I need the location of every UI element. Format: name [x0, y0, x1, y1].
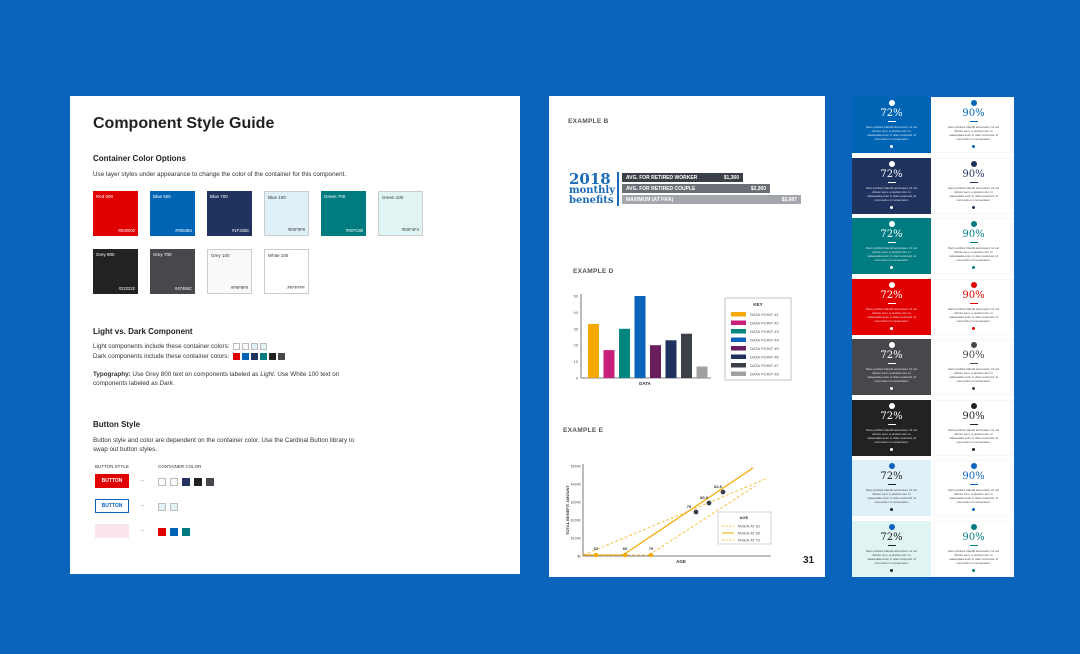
- card-rule: [888, 242, 896, 243]
- card-percentage: 90%: [962, 410, 985, 422]
- card-rule: [888, 545, 896, 546]
- swatch-name: Grey 100: [211, 253, 230, 258]
- card-body-text: Nam porttitor blandit accumsan. Ut vel dictum sem, a pretium dui. In malesuada enim in dolor euismod, id commodo mi consectetur.: [866, 427, 917, 444]
- legend-label: DATA POINT #4: [750, 337, 779, 343]
- bar-chart: [565, 290, 795, 386]
- y-tick-label: $0: [577, 554, 581, 559]
- y-tick-label: $500K: [570, 464, 581, 469]
- legend-label: DATA POINT #7: [750, 363, 779, 368]
- stat-cards-panel: [852, 97, 1014, 577]
- legend-title: KEY: [753, 302, 763, 307]
- stat-card-dark: [852, 339, 931, 395]
- card-link-dot: [972, 448, 975, 451]
- card-body-text: Nam porttitor blandit accumsan. Ut vel dictum sem, a pretium dui. In malesuada enim in dolor euismod, id commodo mi consectetur.: [866, 488, 917, 504]
- swatch: [150, 191, 195, 236]
- dark-color-chip: [269, 353, 276, 360]
- swatch-hex: #E0F4F4: [401, 227, 419, 232]
- container-color-heading: Container Color Options: [93, 154, 186, 163]
- container-color-chip: [194, 478, 202, 486]
- dark-color-chip: [260, 353, 267, 360]
- card-percentage: 90%: [962, 168, 985, 180]
- swatch: [264, 191, 309, 236]
- age-annotation: 80.5: [700, 495, 708, 500]
- legend-label: TAKEN AT 70: [737, 538, 761, 543]
- container-color-chip: [158, 528, 166, 536]
- card-number-badge: [971, 221, 977, 227]
- card-number-badge: [971, 100, 977, 106]
- swatch-hex: #007C80: [346, 228, 363, 233]
- card-number-badge: [889, 463, 895, 469]
- card-percentage: 72%: [880, 108, 903, 119]
- swatch-hex: #0064B4: [175, 228, 192, 233]
- card-body-text: Nam porttitor blandit accumsan. Ut vel dictum sem, a pretium dui. In malesuada enim in dolor euismod, id commodo mi consectetur.: [948, 488, 999, 504]
- legend-swatch: [731, 363, 746, 368]
- benefit-bar-2: [622, 184, 770, 193]
- card-percentage: 72%: [880, 531, 903, 543]
- card-number-badge: [889, 282, 895, 288]
- card-body-text: Nam porttitor blandit accumsan. Ut vel dictum sem, a pretium dui. In malesuada enim in dolor euismod, id commodo mi consectetur.: [948, 185, 999, 202]
- legend-swatch: [731, 355, 746, 360]
- light-color-chip: [251, 343, 258, 350]
- legend-label: DATA POINT #1: [750, 312, 779, 317]
- swatch-hex: #E0F0F8: [287, 227, 305, 232]
- component-style-guide-panel: [70, 96, 520, 574]
- card-percentage: 90%: [962, 531, 985, 543]
- typography-text-b: . Use White 100 text on: [273, 371, 340, 378]
- light-color-chips: [231, 343, 267, 350]
- dark-colors-line: [93, 352, 285, 361]
- legend-swatch: [731, 329, 746, 334]
- dark-color-chips: [231, 353, 285, 360]
- button-style-desc-2: swap out button styles.: [93, 446, 158, 453]
- card-link-dot: [890, 327, 893, 330]
- card-rule: [970, 484, 978, 485]
- card-number-badge: [889, 100, 895, 106]
- card-body-text: Nam porttitor blandit accumsan. Ut vel dictum sem, a pretium dui. In malesuada enim in dolor euismod, id commodo mi consectetur.: [866, 367, 917, 383]
- stat-card-light: [934, 158, 1013, 214]
- light-colors-text: Light components include these container colors:: [93, 343, 230, 350]
- card-number-badge: [971, 161, 977, 167]
- swatch: [93, 249, 138, 294]
- stat-card-dark: [852, 279, 931, 335]
- card-body-text: Nam porttitor blandit accumsan. Ut vel dictum sem, a pretium dui. In malesuada enim in dolor euismod, id commodo mi consectetur.: [948, 367, 999, 383]
- y-tick-label: $300K: [570, 500, 581, 505]
- card-number-badge: [971, 342, 977, 348]
- card-percentage: 72%: [880, 168, 903, 180]
- dark-color-chip: [233, 353, 240, 360]
- typography-light: Light: [260, 371, 274, 378]
- benefits-monthly: monthly: [569, 185, 616, 196]
- typography-dark: Dark: [159, 380, 173, 387]
- card-rule: [888, 424, 896, 425]
- y-tick-label: 10: [573, 359, 578, 365]
- stat-card-light: [934, 521, 1013, 577]
- swatch-hex: #FFFFFF: [287, 285, 305, 290]
- age-annotation: 79: [686, 504, 692, 509]
- container-color-chip: [206, 478, 214, 486]
- benefits-headline: [569, 172, 615, 206]
- card-body-text: Nam porttitor blandit accumsan. Ut vel dictum sem, a pretium dui. In malesuada enim in dolor euismod, id commodo mi consectetur.: [948, 246, 999, 262]
- example-b-label: EXAMPLE B: [568, 118, 609, 125]
- swatch-hex: #222222: [118, 286, 135, 291]
- example-d-label: EXAMPLE D: [573, 268, 614, 275]
- container-color-desc: Use layer styles under appearance to change the color of the container for this component.: [93, 171, 347, 178]
- arrow-icon: →: [138, 525, 146, 534]
- swatch: [150, 249, 195, 294]
- card-body-text: Nam porttitor blandit accumsan. Ut vel dictum sem, a pretium dui. In malesuada enim in dolor euismod, id commodo mi consectetur.: [948, 548, 999, 565]
- y-tick-label: 20: [573, 342, 578, 348]
- legend-label: DATA POINT #6: [750, 354, 779, 360]
- container-color-chip: [170, 478, 178, 486]
- stat-card-dark: [852, 400, 931, 456]
- swatch-name: Grey 800: [96, 252, 115, 257]
- card-link-dot: [890, 508, 893, 511]
- card-body-text: Nam porttitor blandit accumsan. Ut vel dictum sem, a pretium dui. In malesuada enim in dolor euismod, id commodo mi consectetur.: [948, 125, 999, 141]
- legend-swatch: [731, 312, 746, 317]
- button-primary-red[interactable]: BUTTON: [95, 474, 129, 488]
- bar: [619, 329, 630, 378]
- swatch: [93, 191, 138, 236]
- card-body-text: Nam porttitor blandit accumsan. Ut vel dictum sem, a pretium dui. In malesuada enim in dolor euismod, id commodo mi consectetur.: [866, 548, 917, 565]
- line-chart: [563, 460, 781, 564]
- benefit-bar-2-label: AVG. FOR RETIRED COUPLE: [626, 185, 696, 192]
- benefit-bar-1: [622, 173, 743, 182]
- card-percentage: 90%: [962, 289, 985, 301]
- container-color-chip: [170, 503, 178, 511]
- button-light[interactable]: BUTTON: [95, 524, 129, 538]
- card-number-badge: [889, 524, 895, 530]
- x-axis-label: AGE: [676, 559, 686, 564]
- y-tick-label: 30: [573, 326, 578, 332]
- legend-label: DATA POINT #8: [750, 371, 779, 377]
- bar: [635, 296, 646, 378]
- benefit-bar-1-value: $1,360: [723, 174, 739, 181]
- col-container-color: CONTAINER COLOR: [158, 464, 202, 469]
- swatch-name: Green 700: [324, 194, 346, 199]
- card-rule: [888, 484, 896, 485]
- card-number-badge: [971, 282, 977, 288]
- button-style-desc-1: Button style and color are dependent on the container color. Use the Cardinal Button library to: [93, 437, 355, 444]
- container-color-chip: [182, 528, 190, 536]
- benefits-divider: [617, 172, 619, 206]
- card-number-badge: [971, 524, 977, 530]
- swatch: [207, 191, 252, 236]
- card-percentage: 72%: [880, 229, 903, 240]
- swatch-name: Grey 700: [153, 252, 172, 257]
- benefit-bar-2-value: $2,360: [750, 185, 766, 192]
- typography-end: .: [172, 380, 175, 387]
- x-axis-label: DATA: [639, 381, 651, 386]
- guide-title: Component Style Guide: [93, 115, 275, 132]
- y-tick-label: 40: [573, 309, 578, 315]
- stat-card-dark: [852, 158, 931, 214]
- stat-card-light: [934, 218, 1013, 274]
- swatch-name: Green 100: [382, 195, 404, 200]
- legend-label: TAKEN AT 66: [737, 531, 761, 536]
- stat-card-light: [934, 460, 1013, 516]
- benefits-word: benefits: [569, 195, 614, 206]
- card-number-badge: [889, 342, 895, 348]
- stat-card-light: [934, 339, 1013, 395]
- card-body-text: Nam porttitor blandit accumsan. Ut vel dictum sem, a pretium dui. In malesuada enim in dolor euismod, id commodo mi consectetur.: [866, 185, 917, 202]
- legend-label: DATA POINT #2: [750, 320, 779, 326]
- card-link-dot: [890, 569, 893, 572]
- card-link-dot: [972, 508, 975, 511]
- y-tick-label: $200K: [570, 518, 581, 523]
- age-annotation: 66: [622, 546, 628, 551]
- card-rule: [970, 303, 978, 304]
- light-color-chip: [233, 343, 240, 350]
- bar: [604, 350, 615, 378]
- card-percentage: 72%: [880, 350, 903, 361]
- stat-card-light: [934, 400, 1013, 456]
- swatch: [264, 249, 309, 294]
- bar: [588, 324, 599, 378]
- legend-label: DATA POINT #5: [750, 346, 779, 351]
- y-tick-label: $400K: [570, 482, 581, 487]
- card-body-text: Nam porttitor blandit accumsan. Ut vel dictum sem, a pretium dui. In malesuada enim in dolor euismod, id commodo mi consectetur.: [866, 306, 917, 323]
- benefit-bar-3: [622, 195, 801, 204]
- container-color-chip: [158, 503, 166, 511]
- bar: [697, 367, 708, 378]
- dark-colors-text: Dark components include these container colors:: [93, 353, 230, 360]
- stat-card-dark: [852, 521, 931, 577]
- card-body-text: Nam porttitor blandit accumsan. Ut vel dictum sem, a pretium dui. In malesuada enim in dolor euismod, id commodo mi consectetur.: [948, 306, 999, 323]
- typography-text-a: Use Grey 800 text on components labeled as: [132, 371, 259, 378]
- swatch-hex: #1F335E: [232, 228, 249, 233]
- card-link-dot: [890, 387, 893, 390]
- swatch-name: Blue 100: [268, 195, 286, 200]
- swatch-name: Blue 700: [210, 194, 228, 199]
- card-rule: [970, 121, 978, 122]
- swatch-name: White 100: [268, 253, 289, 258]
- legend-swatch: [731, 321, 746, 326]
- light-colors-line: [93, 342, 267, 351]
- card-link-dot: [890, 206, 893, 209]
- dark-color-chip: [251, 353, 258, 360]
- typography-note: [93, 370, 393, 388]
- arrow-icon: →: [138, 475, 146, 484]
- benefit-bar-1-label: AVG. FOR RETIRED WORKER: [626, 174, 698, 181]
- dark-color-chip: [278, 353, 285, 360]
- swatch-hex: #E00000: [118, 228, 135, 233]
- y-axis-label: TOTAL BENEFIT AMOUNT: [565, 485, 570, 535]
- card-link-dot: [972, 327, 975, 330]
- light-dark-heading: Light vs. Dark Component: [93, 327, 193, 336]
- button-style-heading: Button Style: [93, 420, 141, 429]
- card-rule: [970, 545, 978, 546]
- bar: [666, 340, 677, 378]
- examples-panel: [549, 96, 825, 577]
- col-button-style: BUTTON STYLE: [95, 464, 129, 469]
- dark-color-chip: [242, 353, 249, 360]
- card-rule: [970, 182, 978, 183]
- swatch: [321, 191, 366, 236]
- swatch-name: Blue 500: [153, 194, 171, 199]
- legend-swatch: [731, 372, 746, 377]
- swatch-hex: #47484C: [175, 286, 192, 291]
- legend-label: DATA POINT #3: [750, 329, 779, 334]
- card-percentage: 72%: [880, 410, 903, 422]
- legend-label: TAKEN AT 62: [737, 524, 761, 529]
- container-color-chip: [182, 478, 190, 486]
- card-percentage: 72%: [880, 471, 903, 482]
- card-body-text: Nam porttitor blandit accumsan. Ut vel dictum sem, a pretium dui. In malesuada enim in dolor euismod, id commodo mi consectetur.: [866, 246, 917, 262]
- example-e-label: EXAMPLE E: [563, 427, 604, 434]
- card-percentage: 90%: [962, 108, 985, 119]
- y-tick-label: 0: [575, 375, 578, 381]
- benefit-bar-3-value: $2,687: [781, 196, 797, 203]
- stat-card-dark: [852, 97, 931, 153]
- card-link-dot: [972, 206, 975, 209]
- stat-card-dark: [852, 218, 931, 274]
- card-rule: [888, 303, 896, 304]
- card-number-badge: [971, 463, 977, 469]
- card-number-badge: [889, 161, 895, 167]
- y-tick-label: $100K: [570, 536, 581, 541]
- card-body-text: Nam porttitor blandit accumsan. Ut vel dictum sem, a pretium dui. In malesuada enim in dolor euismod, id commodo mi consectetur.: [866, 125, 917, 141]
- card-number-badge: [971, 403, 977, 409]
- legend-swatch: [731, 346, 746, 351]
- card-rule: [888, 182, 896, 183]
- age-annotation: 70: [648, 546, 654, 551]
- stat-card-light: [934, 279, 1013, 335]
- arrow-icon: →: [138, 500, 146, 509]
- light-color-chip: [260, 343, 267, 350]
- typography-label: Typography:: [93, 371, 131, 378]
- benefits-year: 2018: [569, 170, 611, 188]
- container-color-chip: [170, 528, 178, 536]
- card-number-badge: [889, 403, 895, 409]
- page-number: 31: [803, 555, 815, 566]
- card-number-badge: [889, 221, 895, 227]
- card-rule: [970, 242, 978, 243]
- card-percentage: 90%: [962, 471, 985, 482]
- legend-swatch: [731, 338, 746, 343]
- card-rule: [888, 121, 896, 122]
- stat-card-light: [934, 97, 1013, 153]
- swatch-hex: #F9F9F9: [231, 285, 248, 290]
- card-percentage: 90%: [962, 229, 985, 240]
- button-secondary-outline[interactable]: BUTTON: [95, 499, 129, 513]
- card-link-dot: [972, 266, 975, 269]
- card-rule: [970, 363, 978, 364]
- card-link-dot: [890, 145, 893, 148]
- bar: [681, 334, 692, 378]
- y-tick-label: 50: [573, 293, 578, 299]
- typography-text-c: components labeled as: [93, 380, 158, 387]
- age-annotation: 82.5: [714, 484, 722, 489]
- benefit-bar-3-label: MAXIMUM (AT FRA): [626, 196, 674, 203]
- swatch-name: Red 500: [96, 194, 114, 199]
- card-link-dot: [972, 145, 975, 148]
- legend-title: AGE: [739, 515, 749, 520]
- card-link-dot: [972, 387, 975, 390]
- swatch: [378, 191, 423, 236]
- card-link-dot: [890, 266, 893, 269]
- card-percentage: 72%: [880, 289, 903, 301]
- swatch: [207, 249, 252, 294]
- card-body-text: Nam porttitor blandit accumsan. Ut vel dictum sem, a pretium dui. In malesuada enim in dolor euismod, id commodo mi consectetur.: [948, 427, 999, 444]
- card-percentage: 90%: [962, 350, 985, 361]
- card-rule: [888, 363, 896, 364]
- age-annotation: 62: [593, 546, 599, 551]
- light-color-chip: [242, 343, 249, 350]
- stat-card-dark: [852, 460, 931, 516]
- card-link-dot: [890, 448, 893, 451]
- bar: [650, 345, 661, 378]
- card-rule: [970, 424, 978, 425]
- container-color-chip: [158, 478, 166, 486]
- card-link-dot: [972, 569, 975, 572]
